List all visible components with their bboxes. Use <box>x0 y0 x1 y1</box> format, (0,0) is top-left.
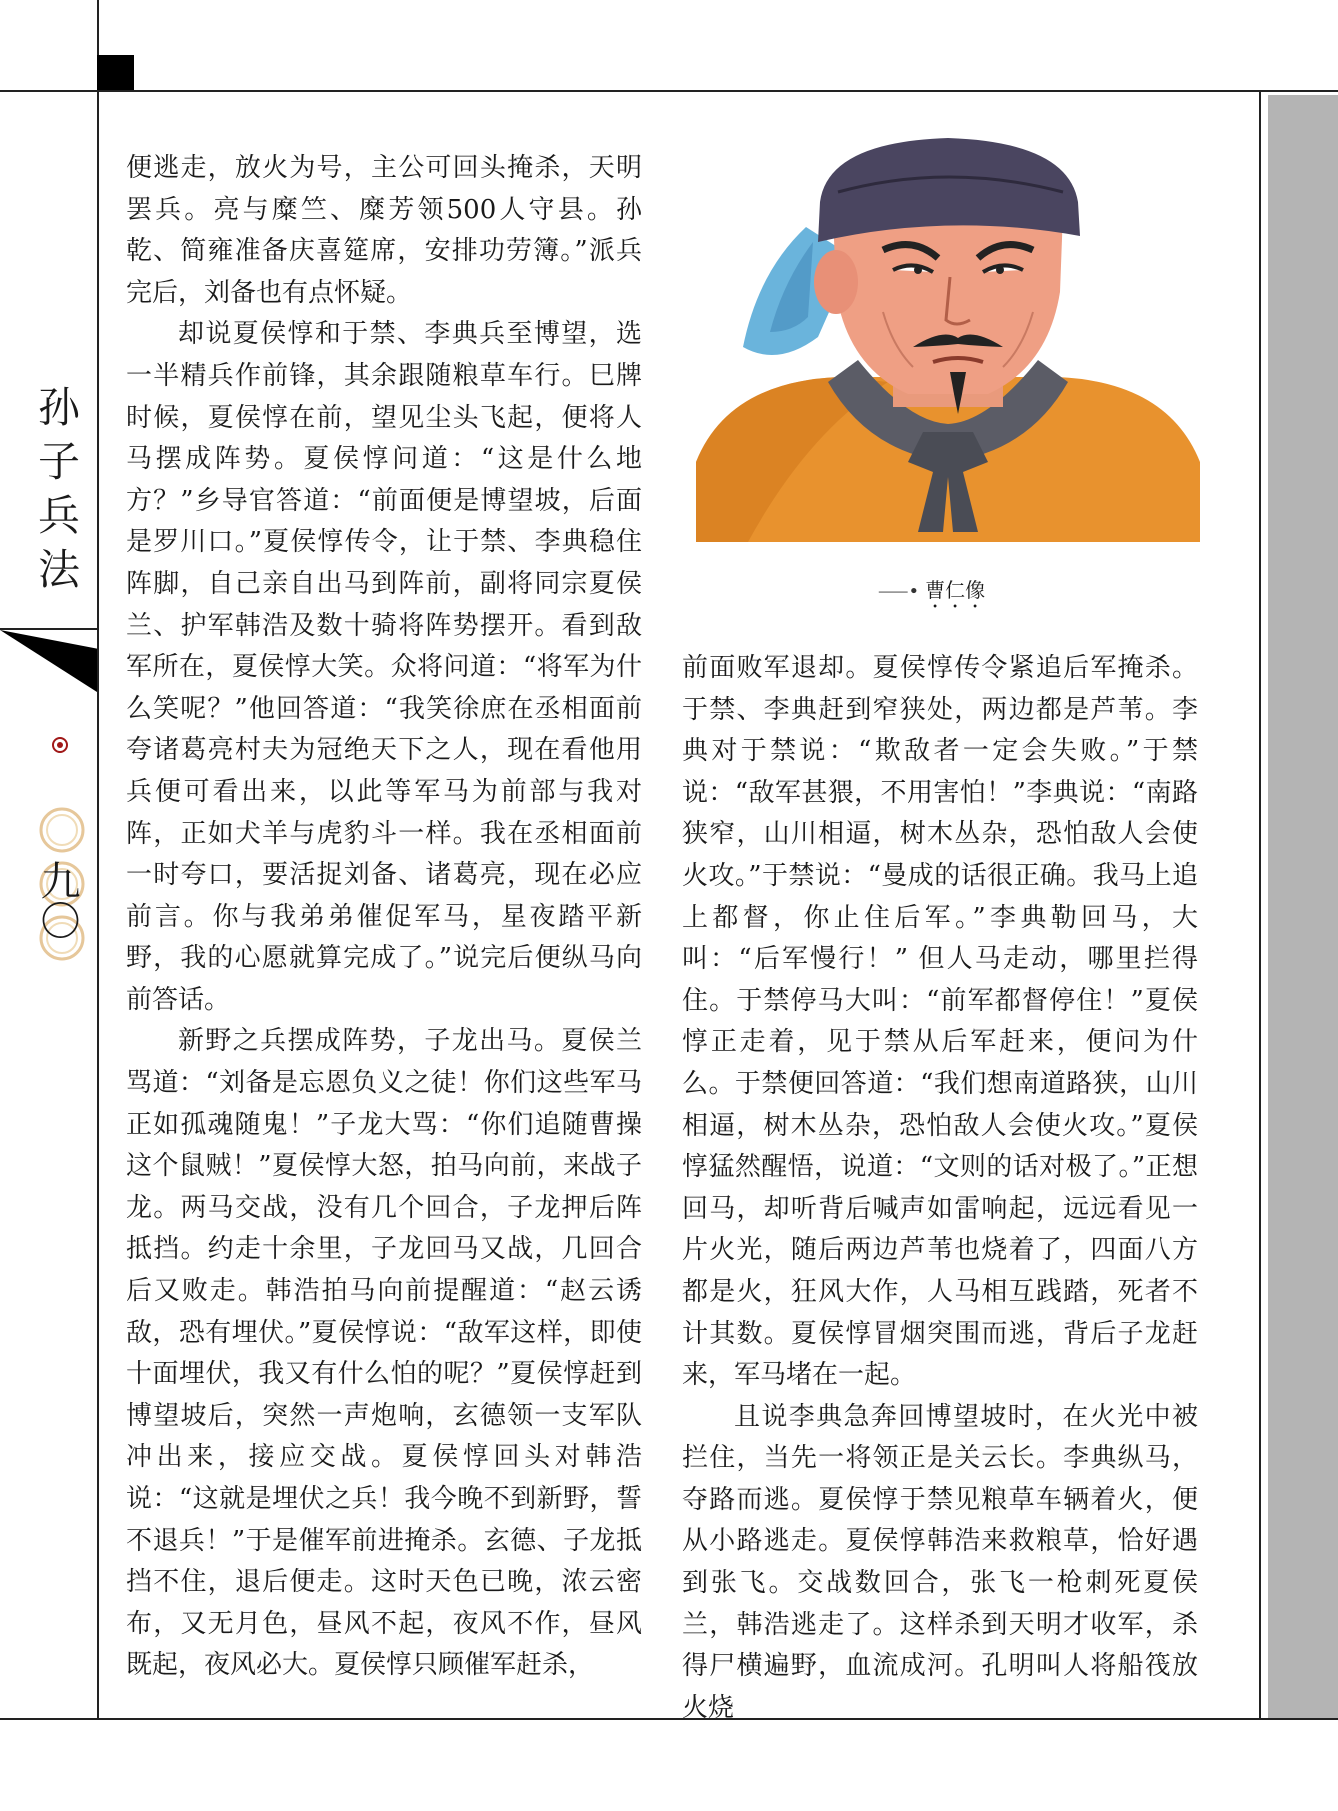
cao-ren-portrait <box>688 132 1208 542</box>
side-band <box>1268 95 1338 1720</box>
book-title: 孙子兵法 <box>32 385 81 601</box>
caption-ornament-icon: ⸺• <box>878 581 920 602</box>
top-rule <box>0 90 1338 92</box>
bullet-icon <box>52 737 68 753</box>
left-margin-rule <box>97 0 99 1720</box>
paragraph: 便逃走，放火为号，主公可回头掩杀，天明罢兵。亮与糜竺、糜芳领500人守县。孙乾、简雍准备庆喜筵席，安排功劳簿。”派兵完后，刘备也有点怀疑。 <box>126 153 642 308</box>
margin-wedge <box>0 630 97 692</box>
paragraph: 新野之兵摆成阵势，子龙出马。夏侯兰骂道：“刘备是忘恩负义之徒！你们这些军马正如孤魂随鬼！”子龙大骂：“你们追随曹操这个鼠贼！”夏侯惇大怒，拍马向前，来战子龙。两马交战，没有几个回合，子龙押后阵抵挡。约走十余里，子龙回马又战，几回合后又败走。韩浩拍马向前提醒道：“赵云诱敌，恐有埋伏。”夏侯惇说：“敌军这样，即使十面埋伏，我又有什么怕的呢？”夏侯惇赶到博望坡后，突然一声炮响，玄德领一支军队冲出来，接应交战。夏侯惇回头对韩浩说：“这就是埋伏之兵！我今晚不到新野，誓不退兵！”于是催军前进掩杀。玄德、子龙抵挡不住，退后便走。这时天色已晚，浓云密布，又无月色，昼风不起，夜风不作，昼风既起，夜风必大。夏侯惇只顾催军赶杀， <box>126 1026 642 1681</box>
paragraph: 且说李典急奔回博望坡时，在火光中被拦住，当先一将领正是关云长。李典纵马，夺路而逃。夏侯惇于禁见粮草车辆着火，便从小路逃走。夏侯惇韩浩来救粮草，恰好遇到张飞。交战数回合，张飞一枪刺死夏侯兰，韩浩逃走了。这样杀到天明才收军，杀得尸横遍野，血流成河。孔明叫人将船筏放火烧 <box>682 1401 1198 1723</box>
paragraph: 前面败军退却。夏侯惇传令紧追后军掩杀。于禁、李典赶到窄狭处，两边都是芦苇。李典对于禁说：“欺敌者一定会失败。”于禁说：“敌军甚猥，不用害怕！”李典说：“南路狭窄，山川相逼，树木丛杂，恐怕敌人会使火攻。”于禁说：“曼成的话很正确。我马上追上都督，你止住后军。”李典勒回马，大叫：“后军慢行！” 但人马走动，哪里拦得住。于禁停马大叫：“前军都督停住！”夏侯惇正走着，见于禁从后军赶来，便问为什么。于禁便回答道：“我们想南道路狭，山川相逼，树木丛杂，恐怕敌人会使火攻。”夏侯惇猛然醒悟，说道：“文则的话对极了。”正想回马，却听背后喊声如雷响起，远远看见一片火光，随后两边芦苇也烧着了，四面八方都是火，狂风大作，人马相互践踏，死者不计其数。夏侯惇冒烟突围而逃，背后子龙赶来，军马堵在一起。 <box>682 653 1198 1391</box>
caption-text: 曹仁像 <box>925 578 986 602</box>
corner-marker <box>97 55 134 90</box>
right-rule <box>1259 90 1261 1720</box>
page-number-text: 九〇 <box>34 860 80 940</box>
page-number <box>34 860 87 940</box>
caption-text-wrap <box>925 578 985 602</box>
left-text-column <box>126 148 642 1687</box>
right-text-column <box>682 648 1198 1729</box>
figure-caption <box>878 576 1018 613</box>
margin-divider <box>0 628 97 630</box>
paragraph: 却说夏侯惇和于禁、李典兵至博望，选一半精兵作前锋，其余跟随粮草车行。巳牌时候，夏侯惇在前，望见尘头飞起，便将人马摆成阵势。夏侯惇问道：“这是什么地方？”乡导官答道：“前面便是博望坡，后面是罗川口。”夏侯惇传令，让于禁、李典稳住阵脚，自己亲自出马到阵前，副将同宗夏侯兰、护军韩浩及数十骑将阵势摆开。看到敌军所在，夏侯惇大笑。众将问道：“将军为什么笑呢？”他回答道：“我笑徐庶在丞相面前夸诸葛亮村夫为冠绝天下之人，现在看他用兵便可看出来，以此等军马为前部与我对阵，正如犬羊与虎豹斗一样。我在丞相面前一时夸口，要活捉刘备、诸葛亮，现在必应前言。你与我弟弟催促军马，星夜踏平新野，我的心愿就算完成了。”说完后便纵马向前答话。 <box>126 319 642 1015</box>
